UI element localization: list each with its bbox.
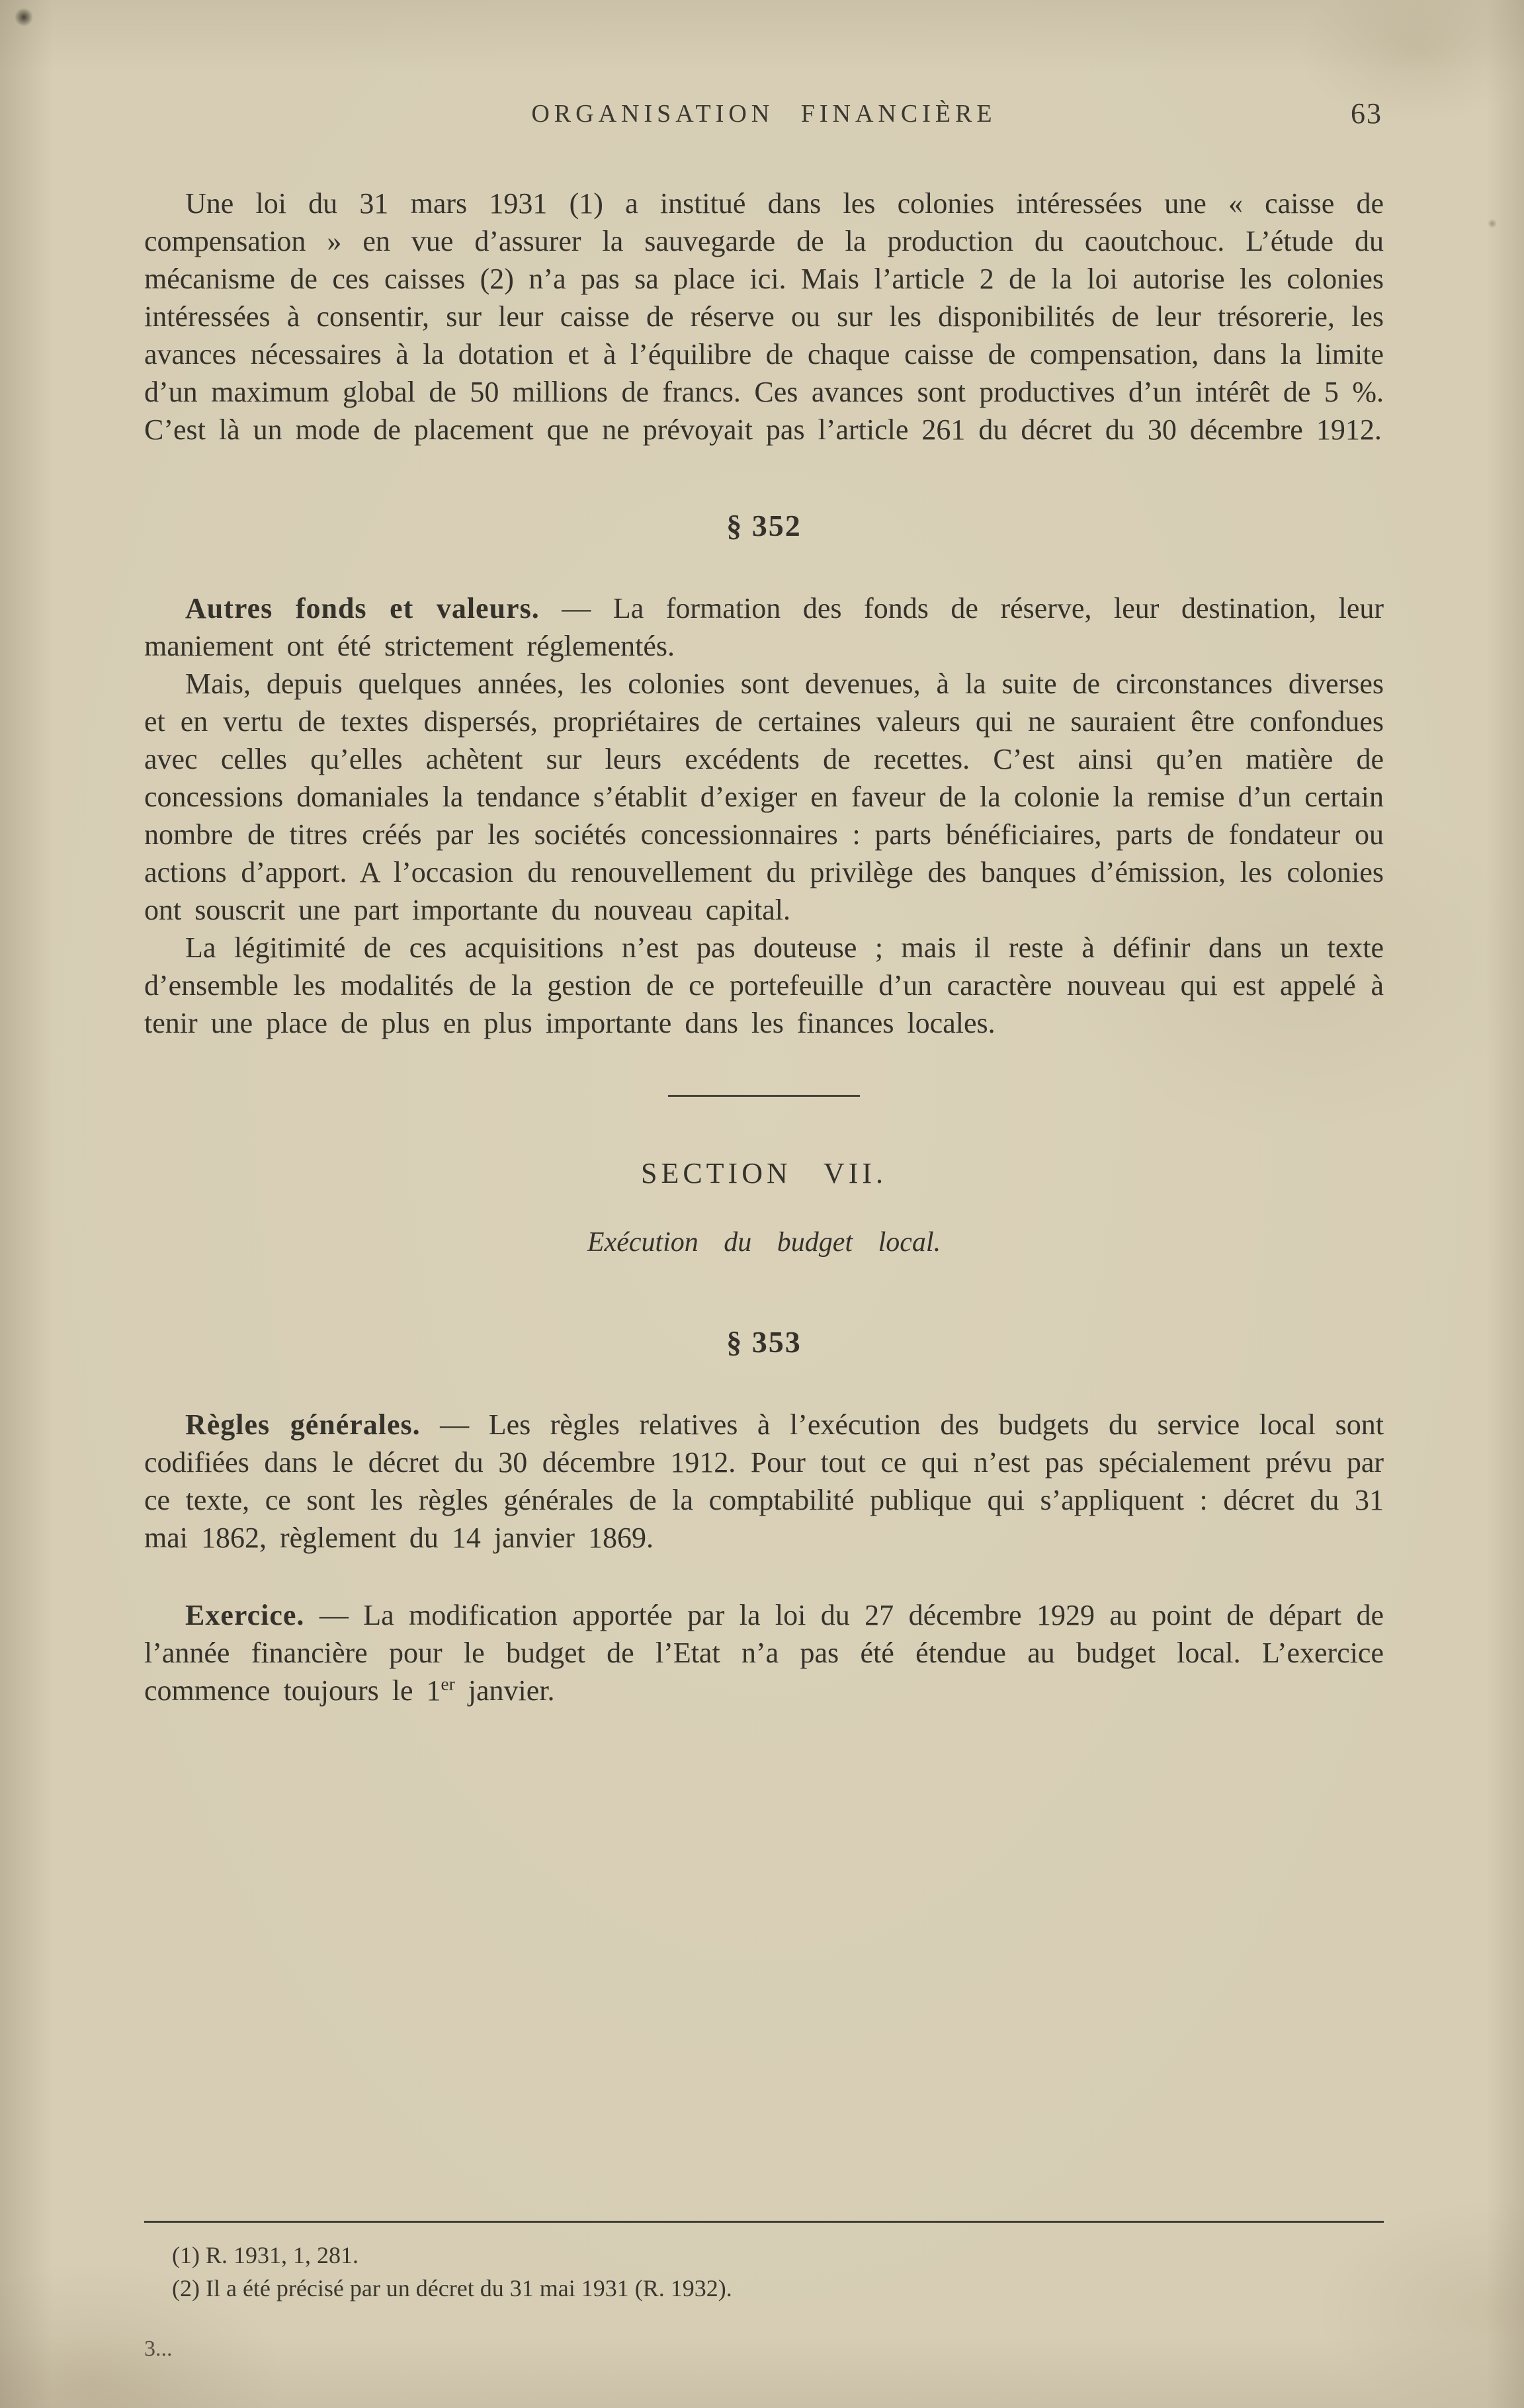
paragraph-caisse-compensation: Une loi du 31 mars 1931 (1) a institué dans les colonies intéressées une « caisse de compensation » en vue d’assurer la sauvegarde de la production du caoutchouc. L’étude du mécanisme de ces caisses (2) n’a pas sa place ici. Mais l’article 2 de la loi autorise les colonies intéressées à consentir, sur leur caisse de réserve ou sur les disponibilités de leur trésorerie, les avances nécessaires à la dotation et à l’équilibre de chaque caisse de compensation, dans la limite d’un maximum global de 50 millions de francs. Ces avances sont productives d’un intérêt de 5 %. C’est là un mode de placement que ne prévoyait pas l’article 261 du décret du 30 décembre 1912. [144, 187, 1384, 446]
paragraph-lead-exercice: Exercice. [185, 1599, 305, 1631]
ordinal-superscript: er [441, 1674, 455, 1694]
page-header-title: ORGANISATION FINANCIÈRE [531, 100, 997, 128]
signature-mark: 3... [144, 2337, 173, 2361]
paragraph-rest-regles-generales: — Les règles relatives à l’exécution des budgets du service local sont codifiées dans le décret du 30 décembre 1912. Pour tout ce qui n’est pas spécialement prévu par ce texte, ce sont les règles générales de la comptabilité publique qui s’appliquent : décret du 31 mai 1862, règlement du 14 janvier 1869. [144, 1408, 1384, 1554]
footnote-2: (2) Il a été précisé par un décret du 31 mai 1931 (R. 1932). [172, 2275, 732, 2301]
footnote-1: (1) R. 1931, 1, 281. [172, 2242, 359, 2268]
paragraph-rest-exercice-post: janvier. [454, 1674, 555, 1707]
section-divider [668, 1095, 860, 1097]
footnote-rule [144, 2221, 1384, 2223]
paragraph-lead-autres-fonds: Autres fonds et valeurs. [185, 592, 540, 624]
section-heading-353: § 353 [726, 1325, 802, 1359]
paragraph-rest-exercice-pre: — La modification apportée par la loi du 27 décembre 1929 au point de départ de l’année financière pour le budget de l’Etat n’a pas été étendue au budget local. L’exercice commence toujours le 1 [144, 1599, 1384, 1707]
paragraph-rest-autres-fonds: — La formation des fonds de réserve, leur destination, leur maniement ont été strictement réglementés. [144, 592, 1384, 662]
paragraph-lead-regles-generales: Règles générales. [185, 1408, 421, 1441]
footnotes [144, 2221, 1384, 2362]
section-vii-heading: SECTION VII. [640, 1157, 888, 1189]
running-head [144, 99, 1384, 128]
page-number: 63 [1351, 97, 1382, 130]
section-vii-subtitle: Exécution du budget local. [587, 1227, 941, 1258]
section-heading-352: § 352 [726, 509, 802, 542]
paragraph-regles-generales [144, 1406, 1384, 1557]
paragraph-autres-fonds [144, 589, 1384, 665]
paragraph-valeurs-colonies: Mais, depuis quelques années, les colonies sont devenues, à la suite de circonstances diverses et en vertu de textes dispersés, propriétaires de certaines valeurs qui ne sauraient être confondues avec celles qu’elles achètent sur leurs excédents de recettes. C’est ainsi qu’en matière de concessions domaniales la tendance s’établit d’exiger en faveur de la colonie la remise d’un certain nombre de titres créés par les sociétés concessionnaires : parts bénéficiaires, parts de fondateur ou actions d’apport. A l’occasion du renouvellement du privilège des banques d’émission, les colonies ont souscrit une part importante du nouveau capital. [144, 667, 1384, 926]
paragraph-exercice [144, 1596, 1384, 1709]
paragraph-legitimite: La légitimité de ces acquisitions n’est pas douteuse ; mais il reste à définir dans un texte d’ensemble les modalités de la gestion de ce portefeuille d’un caractère nouveau qui est appelé à tenir une place de plus en plus importante dans les finances locales. [144, 931, 1384, 1039]
